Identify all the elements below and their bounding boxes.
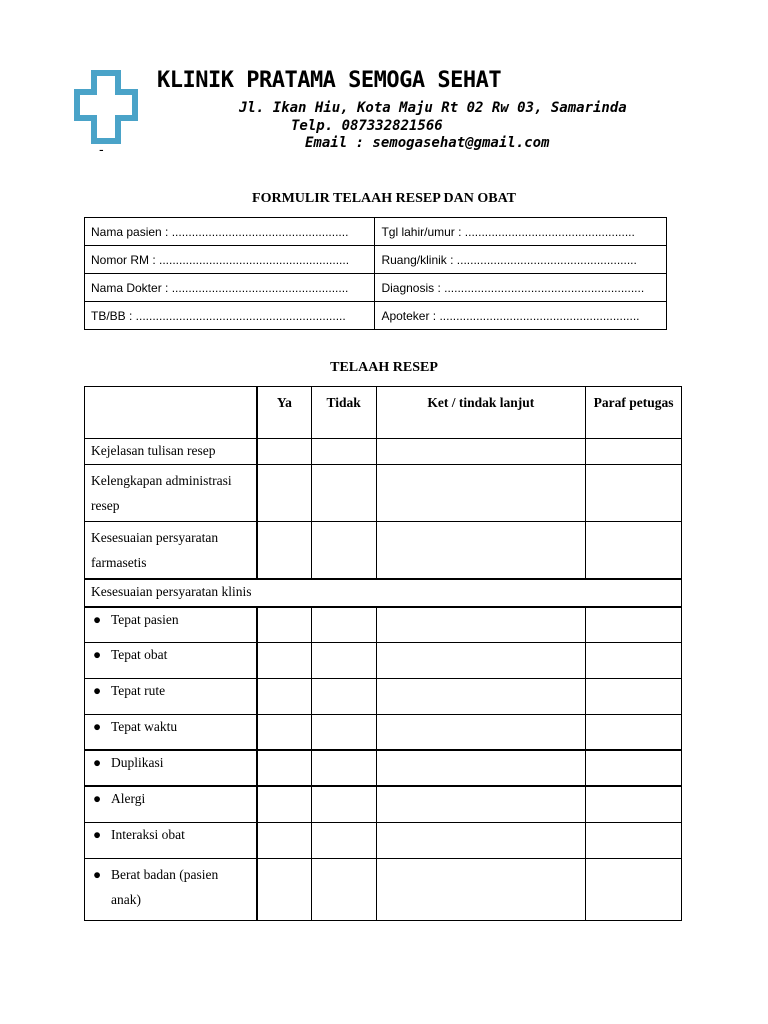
ya-cell[interactable]: [257, 522, 311, 580]
dash-mark: -: [99, 141, 104, 157]
ya-cell[interactable]: [257, 714, 311, 750]
paraf-cell[interactable]: [586, 465, 682, 522]
ket-cell[interactable]: [376, 642, 586, 678]
ket-cell[interactable]: [376, 678, 586, 714]
table-row: [85, 786, 682, 822]
column-header-ya: Ya: [257, 387, 311, 439]
bullet-icon: ●: [93, 866, 102, 882]
room-clinic-field[interactable]: Ruang/klinik : ......................................................: [375, 246, 667, 274]
diagnosis-field[interactable]: Diagnosis : ............................................................: [375, 274, 667, 302]
table-row: [85, 642, 682, 678]
bullet-icon: ●: [93, 826, 102, 842]
ya-cell[interactable]: [257, 678, 311, 714]
telaah-resep-table: [84, 386, 682, 921]
ket-cell[interactable]: [376, 786, 586, 822]
tidak-cell[interactable]: [311, 858, 376, 920]
ya-cell[interactable]: [257, 642, 311, 678]
clinic-email: Email : semogasehat@gmail.com: [305, 135, 550, 151]
paraf-cell[interactable]: [586, 750, 682, 786]
bullet-icon: ●: [93, 682, 102, 698]
medical-record-field[interactable]: Nomor RM : .........................................................: [85, 246, 375, 274]
bullet-item: ● Tepat waktu: [85, 714, 258, 750]
info-row: [85, 218, 667, 246]
birth-age-field[interactable]: Tgl lahir/umur : ...................................................: [375, 218, 667, 246]
tidak-cell[interactable]: [311, 465, 376, 522]
patient-info-table: [84, 217, 667, 330]
table-row: [85, 678, 682, 714]
bullet-item: ● Tepat pasien: [85, 607, 258, 642]
ket-cell[interactable]: [376, 439, 586, 465]
table-row: [85, 822, 682, 858]
height-weight-field[interactable]: TB/BB : ...............................................................: [85, 302, 375, 330]
table-row: [85, 750, 682, 786]
bullet-icon: ●: [93, 718, 102, 734]
ket-cell[interactable]: [376, 750, 586, 786]
paraf-cell[interactable]: [586, 439, 682, 465]
pharmacist-field[interactable]: Apoteker : ............................................................: [375, 302, 667, 330]
column-header-tidak: Tidak: [311, 387, 376, 439]
tidak-cell[interactable]: [311, 786, 376, 822]
form-title: FORMULIR TELAAH RESEP DAN OBAT: [252, 191, 516, 206]
bullet-item: ● Interaksi obat: [85, 822, 258, 858]
ket-cell[interactable]: [376, 858, 586, 920]
table-row: [85, 522, 682, 580]
ya-cell[interactable]: [257, 858, 311, 920]
table-row: [85, 439, 682, 465]
ya-cell[interactable]: [257, 822, 311, 858]
paraf-cell[interactable]: [586, 714, 682, 750]
info-row: [85, 246, 667, 274]
info-row: [85, 274, 667, 302]
tidak-cell[interactable]: [311, 642, 376, 678]
paraf-cell[interactable]: [586, 786, 682, 822]
bullet-icon: ●: [93, 612, 102, 627]
bullet-item: ● Berat badan (pasien anak): [85, 858, 258, 920]
table-row: [85, 607, 682, 642]
item-label: Kejelasan tulisan resep: [85, 439, 258, 465]
klinis-label: Kesesuaian persyaratan klinis: [85, 579, 682, 607]
medical-cross-icon: [74, 70, 138, 144]
ya-cell[interactable]: [257, 786, 311, 822]
klinis-row: [85, 579, 682, 607]
ket-cell[interactable]: [376, 465, 586, 522]
item-label: Kelengkapan administrasi resep: [85, 465, 258, 522]
clinic-address: Jl. Ikan Hiu, Kota Maju Rt 02 Rw 03, Samarinda: [239, 100, 627, 116]
clinic-name: KLINIK PRATAMA SEMOGA SEHAT: [157, 68, 502, 93]
item-label: Kesesuaian persyaratan farmasetis: [85, 522, 258, 580]
ya-cell[interactable]: [257, 750, 311, 786]
column-header-item: [85, 387, 258, 439]
bullet-icon: ●: [93, 791, 102, 806]
bullet-item: ● Alergi: [85, 786, 258, 822]
patient-name-field[interactable]: Nama pasien : .....................................................: [85, 218, 375, 246]
bullet-item: ● Duplikasi: [85, 750, 258, 786]
header-row: [85, 387, 682, 439]
tidak-cell[interactable]: [311, 750, 376, 786]
table-row: [85, 465, 682, 522]
column-header-paraf: Paraf petugas: [586, 387, 682, 439]
ket-cell[interactable]: [376, 522, 586, 580]
ket-cell[interactable]: [376, 822, 586, 858]
paraf-cell[interactable]: [586, 678, 682, 714]
ya-cell[interactable]: [257, 439, 311, 465]
ket-cell[interactable]: [376, 607, 586, 642]
paraf-cell[interactable]: [586, 607, 682, 642]
column-header-ket: Ket / tindak lanjut: [376, 387, 586, 439]
clinic-phone: Telp. 087332821566: [291, 118, 443, 134]
info-row: [85, 302, 667, 330]
paraf-cell[interactable]: [586, 858, 682, 920]
paraf-cell[interactable]: [586, 642, 682, 678]
doctor-name-field[interactable]: Nama Dokter : .....................................................: [85, 274, 375, 302]
bullet-icon: ●: [93, 646, 102, 662]
tidak-cell[interactable]: [311, 522, 376, 580]
tidak-cell[interactable]: [311, 678, 376, 714]
tidak-cell[interactable]: [311, 607, 376, 642]
ya-cell[interactable]: [257, 465, 311, 522]
tidak-cell[interactable]: [311, 714, 376, 750]
bullet-icon: ●: [93, 755, 102, 770]
table-row: [85, 858, 682, 920]
bullet-item: ● Tepat obat: [85, 642, 258, 678]
bullet-item: ● Tepat rute: [85, 678, 258, 714]
tidak-cell[interactable]: [311, 822, 376, 858]
telaah-title: TELAAH RESEP: [330, 360, 438, 375]
paraf-cell[interactable]: [586, 522, 682, 580]
paraf-cell[interactable]: [586, 822, 682, 858]
ket-cell[interactable]: [376, 714, 586, 750]
table-row: [85, 714, 682, 750]
tidak-cell[interactable]: [311, 439, 376, 465]
ya-cell[interactable]: [257, 607, 311, 642]
